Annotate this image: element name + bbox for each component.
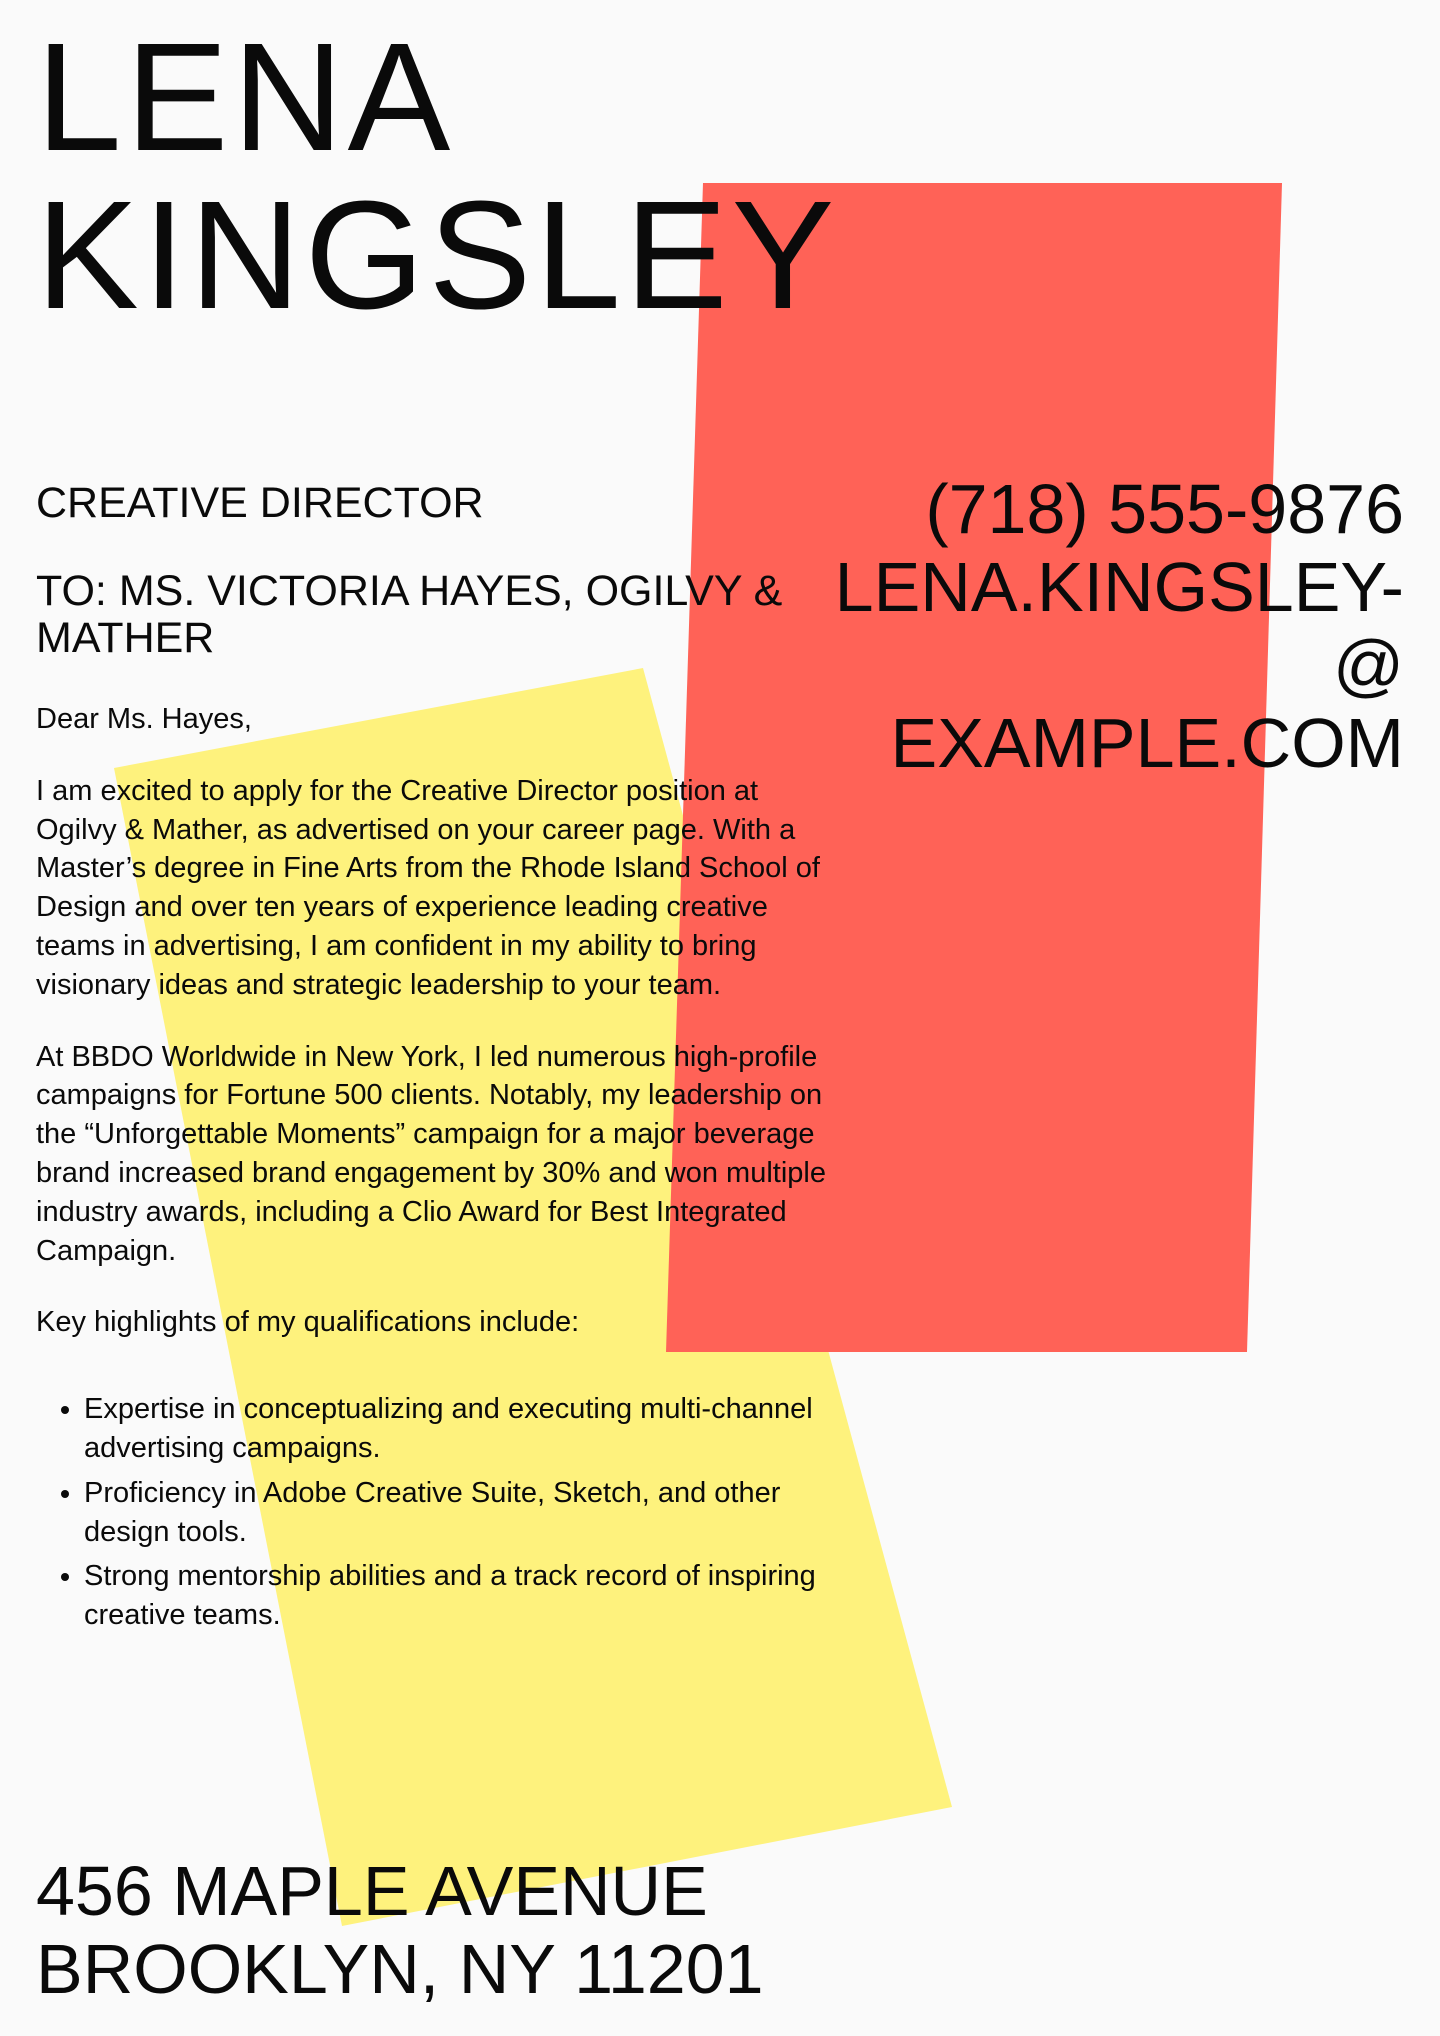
- paragraph-intro: I am excited to apply for the Creative Director position at Ogilvy & Mather, as advertised on your career page. With a Master’s degree in Fine Arts from the Rhode Island School of Design and over ten years of experience leading creative teams in advertising, I am confident in my ability to bring visionary ideas and strategic leadership to your team.: [36, 774, 820, 1001]
- first-name: LENA: [36, 11, 455, 183]
- salutation: Dear Ms. Hayes,: [36, 703, 252, 735]
- address-line-2: BROOKLYN, NY 11201: [36, 1930, 764, 2008]
- paragraph-experience: At BBDO Worldwide in New York, I led numerous high-profile campaigns for Fortune 500 clients. Notably, my leadership on the “Unforgettable Moments” campaign for a major beverage brand increased brand engagement by 30% and won multiple industry awards, including a Clio Award for Best Integrated Campaign.: [36, 1040, 826, 1267]
- paragraph-highlights-intro: Key highlights of my qualifications include:: [36, 1306, 580, 1339]
- recipient: TO: MS. VICTORIA HAYES, OGILVY & MATHER: [36, 567, 783, 662]
- list-item: • Expertise in conceptualizing and executing multi-channel advertising campaigns.: [84, 1390, 826, 1468]
- address-line-1: 456 MAPLE AVENUE: [36, 1852, 708, 1930]
- email-line-3: EXAMPLE.COM: [890, 704, 1404, 782]
- highlights-list: [36, 1390, 826, 1635]
- email-line-1: LENA.KINGSLEY-: [834, 548, 1404, 626]
- phone-number: (718) 555-9876: [925, 470, 1404, 548]
- list-item: • Strong mentorship abilities and a track record of inspiring creative teams.: [84, 1557, 826, 1635]
- last-name: KINGSLEY: [36, 169, 839, 341]
- email-line-2: @: [1332, 626, 1404, 704]
- letter-body: [36, 700, 826, 1641]
- list-item: • Proficiency in Adobe Creative Suite, Sketch, and other design tools.: [84, 1474, 826, 1552]
- job-title: CREATIVE DIRECTOR: [36, 479, 484, 527]
- applicant-name: [36, 11, 839, 341]
- contact-block: [784, 470, 1404, 782]
- mailing-address: [36, 1852, 764, 2008]
